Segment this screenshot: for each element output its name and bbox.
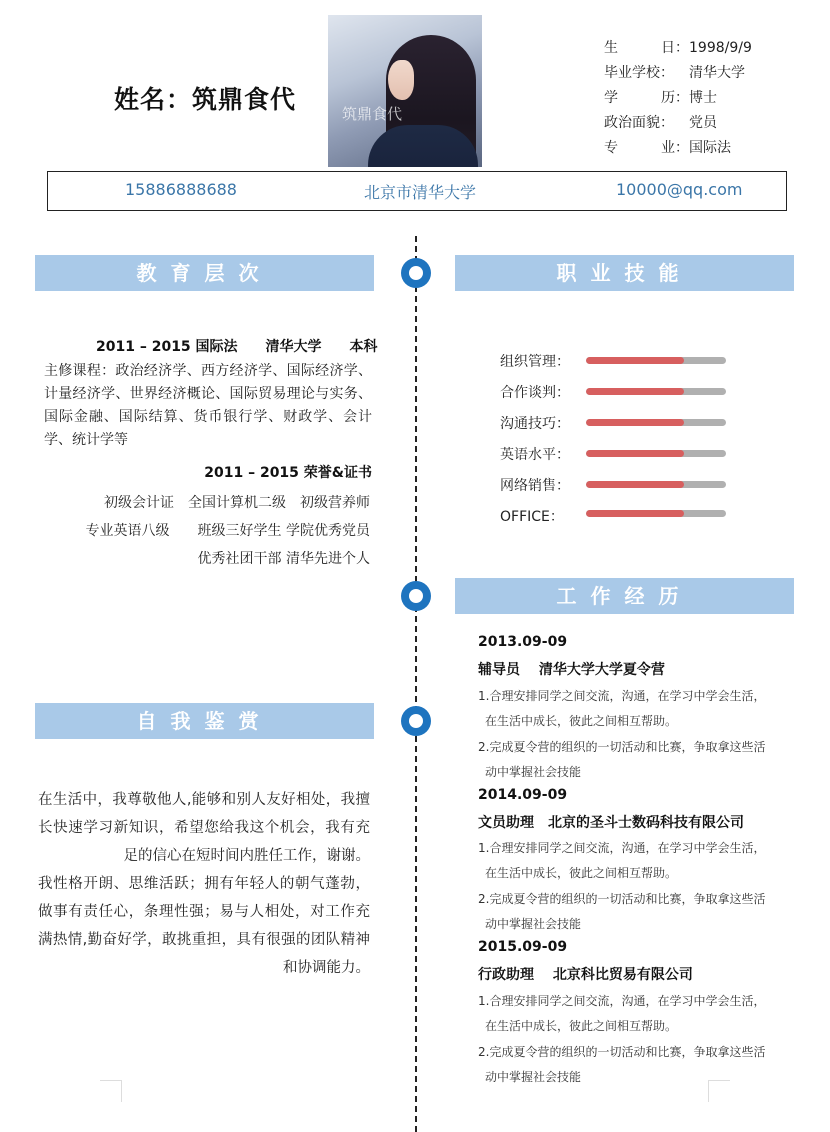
skill-label: 沟通技巧：: [500, 416, 570, 432]
job-duty: 1.合理安排同学之间交流，沟通，在学习中学会生活，: [478, 841, 766, 855]
info-key: [604, 136, 689, 161]
info-key-part: 毕业学校：: [604, 65, 674, 81]
timeline-dot: [401, 581, 431, 611]
info-key: [604, 86, 689, 111]
contact-bar: [47, 171, 787, 211]
timeline-line: [415, 236, 417, 1132]
skill-label: 网络销售：: [500, 478, 570, 494]
skill-label: 组织管理：: [500, 354, 570, 370]
job-title: 行政助理 北京科比贸易有限公司: [478, 967, 693, 983]
info-value: 国际法: [689, 140, 731, 156]
info-row-major: [604, 136, 752, 161]
info-key-part: 学: [604, 90, 618, 106]
work-banner: 工作经历: [455, 578, 794, 614]
info-key: [604, 111, 689, 136]
personal-info: [604, 36, 752, 161]
info-key: [604, 61, 689, 86]
job-duty: 1.合理安排同学之间交流，沟通，在学习中学会生活，: [478, 689, 766, 703]
self-paragraph-2: 我性格开朗、思维活跃；拥有年轻人的朝气蓬勃，做事有责任心，条理性强；易与人相处，对工作充满热情,勤奋好学，敢挑重担，具有很强的团队精神和协调能力。: [38, 876, 370, 976]
info-key-part: 生: [604, 40, 618, 56]
info-value: 博士: [689, 90, 717, 106]
job-title: 辅导员 清华大学大学夏令营: [478, 662, 665, 678]
skill-label: 合作谈判：: [500, 385, 570, 401]
photo-face: [388, 60, 414, 100]
skill-label: 英语水平：: [500, 447, 570, 463]
self-banner: 自我鉴赏: [35, 703, 374, 739]
info-key-part: 日：: [661, 40, 689, 56]
job-duty: 动中掌握社会技能: [485, 1070, 582, 1084]
job-date: 2013.09-09: [478, 634, 568, 650]
info-row-birthday: [604, 36, 752, 61]
skill-bar: [586, 419, 726, 426]
skill-bar-fill: [586, 450, 684, 457]
photo-watermark: 筑鼎食代: [342, 105, 403, 123]
education-honors-heading: 2011 – 2015 荣誉&证书: [204, 465, 372, 481]
timeline-dot: [401, 258, 431, 288]
education-honors: [30, 489, 370, 573]
timeline-dot: [401, 706, 431, 736]
corner-mark: [708, 1080, 730, 1102]
job-title: 文员助理 北京的圣斗士数码科技有限公司: [478, 815, 744, 831]
info-value: 1998/9/9: [689, 40, 752, 56]
job-duty: 在生活中成长，彼此之间相互帮助。: [485, 1019, 678, 1033]
info-value: 清华大学: [689, 65, 745, 81]
skill-bar-fill: [586, 419, 684, 426]
info-row-degree: [604, 86, 752, 111]
skills-banner: 职业技能: [455, 255, 794, 291]
skill-bar-fill: [586, 388, 684, 395]
self-paragraph-1: 在生活中，我尊敬他人,能够和别人友好相处，我擅长快速学习新知识，希望您给我这个机会，我有充足的信心在短时间内胜任工作，谢谢。: [38, 792, 370, 864]
honors-line: 专业英语八级 班级三好学生 学院优秀党员: [85, 523, 370, 539]
job-duty: 2.完成夏令营的组织的一切活动和比赛，争取拿这些活: [478, 892, 766, 906]
info-row-political: [604, 111, 752, 136]
job-duty: 在生活中成长，彼此之间相互帮助。: [485, 866, 678, 880]
job-duty: 2.完成夏令营的组织的一切活动和比赛，争取拿这些活: [478, 740, 766, 754]
honors-line: 优秀社团干部 清华先进个人: [197, 551, 370, 567]
job-date: 2014.09-09: [478, 787, 568, 803]
info-key-part: 专: [604, 140, 618, 156]
education-banner: 教育层次: [35, 255, 374, 291]
skill-bar: [586, 450, 726, 457]
job-duty: 动中掌握社会技能: [485, 917, 582, 931]
info-key: [604, 36, 689, 61]
skill-bar: [586, 481, 726, 488]
job-duty: 1.合理安排同学之间交流，沟通，在学习中学会生活，: [478, 994, 766, 1008]
info-key-part: 政治面貌：: [604, 115, 674, 131]
info-key-part: 业：: [661, 140, 689, 156]
profile-photo: [328, 15, 482, 167]
skill-bar-fill: [586, 357, 684, 364]
honors-line: 初级会计证 全国计算机二级 初级营养师: [104, 495, 370, 511]
contact-email: 10000@qq.com: [616, 180, 743, 199]
skill-bar-fill: [586, 481, 684, 488]
job-duty: 2.完成夏令营的组织的一切活动和比赛，争取拿这些活: [478, 1045, 766, 1059]
contact-address: 北京市清华大学: [364, 183, 477, 202]
education-degree: 2011 – 2015 国际法 清华大学 本科: [96, 339, 378, 355]
skill-bar: [586, 510, 726, 517]
info-value: 党员: [689, 115, 717, 131]
corner-mark: [100, 1080, 122, 1102]
job-duty: 动中掌握社会技能: [485, 765, 582, 779]
info-row-school: [604, 61, 752, 86]
skill-bar: [586, 357, 726, 364]
skill-bar: [586, 388, 726, 395]
job-date: 2015.09-09: [478, 939, 568, 955]
contact-phone: 15886888688: [125, 180, 237, 199]
resume-name: 姓名：筑鼎食代: [114, 85, 297, 114]
education-courses: 主修课程：政治经济学、西方经济学、国际经济学、计量经济学、世界经济概论、国际贸易理论与实务、国际金融、国际结算、货币银行学、财政学、会计学、统计学等: [44, 363, 372, 448]
skill-bar-fill: [586, 510, 684, 517]
skill-label: OFFICE：: [500, 509, 564, 525]
job-duty: 在生活中成长，彼此之间相互帮助。: [485, 714, 678, 728]
info-key-part: 历：: [661, 90, 689, 106]
